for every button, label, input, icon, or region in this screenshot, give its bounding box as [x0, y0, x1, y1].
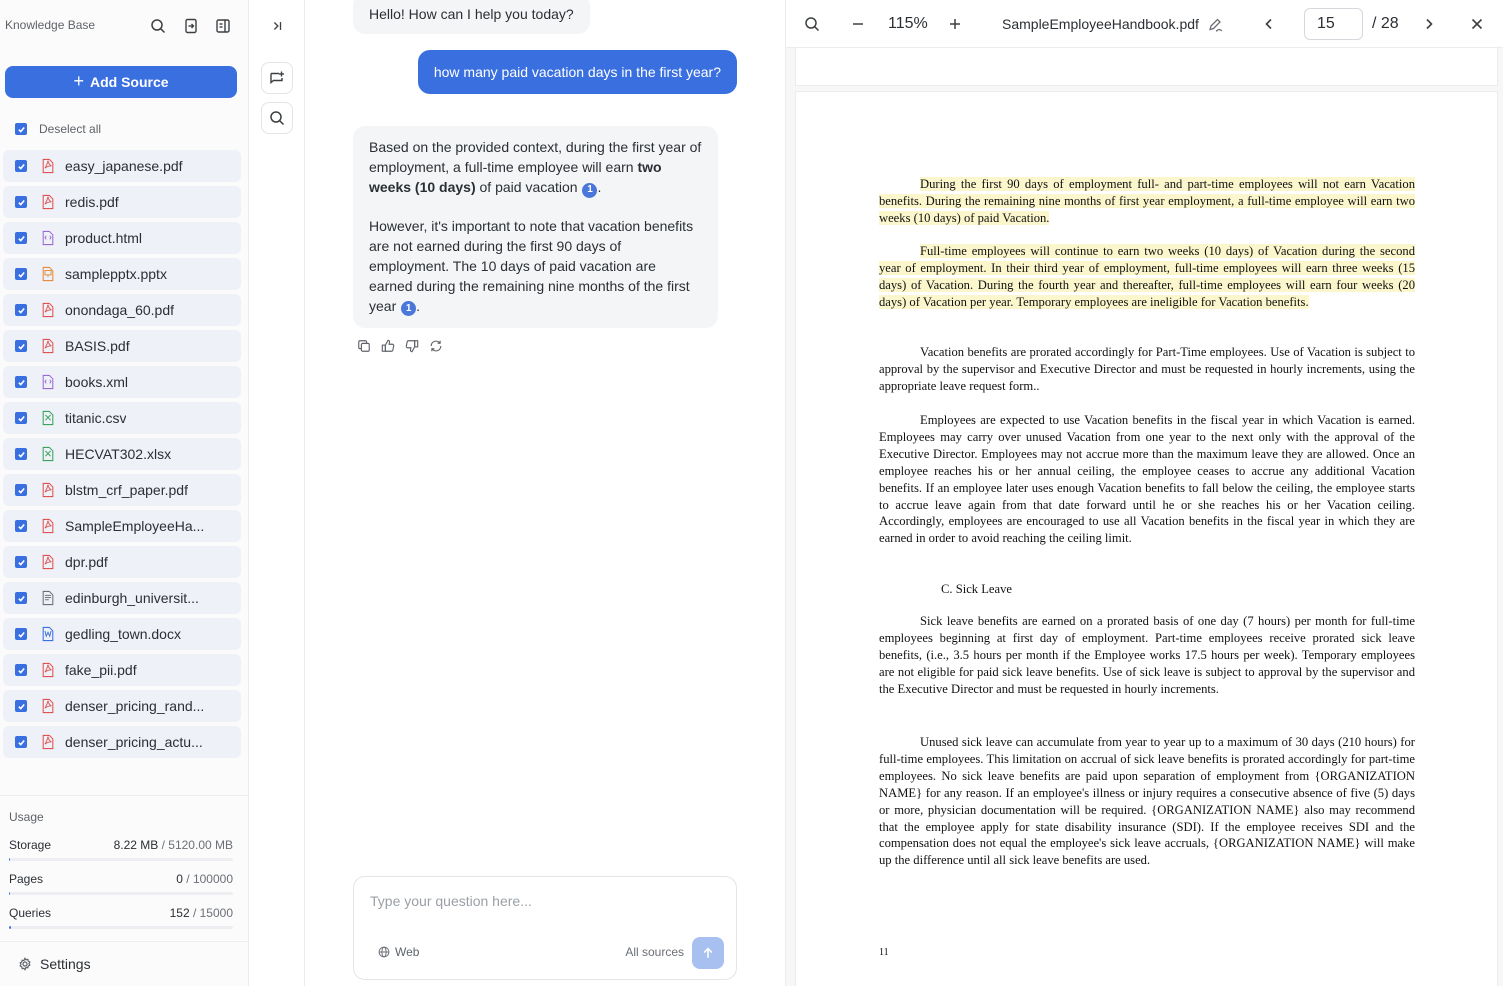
page-text: Full-time employees will continue to earn two weeks (10 days) of Vacation during the second year of employment. In their third year of employment, full-time employees will earn three weeks (15 days) of Vacation. During the fourth year and thereafter, full-time employees will earn four weeks (20 days) of Vacation per year. Temporary employees are ineligible for Vacation benefits. [879, 244, 1415, 309]
question-input[interactable] [370, 893, 720, 909]
search-icon [269, 110, 285, 126]
spreadsheet-file-icon [41, 410, 55, 426]
answer-text: . [416, 297, 421, 314]
answer-paragraph-2 [369, 216, 702, 317]
source-file-item[interactable] [3, 366, 241, 398]
source-file-item[interactable] [3, 654, 241, 686]
checkbox-checked-icon[interactable] [15, 196, 27, 208]
pages-total: / 100000 [182, 872, 233, 886]
source-file-item[interactable] [3, 474, 241, 506]
arrow-up-icon [701, 946, 715, 960]
pdf-file-icon [41, 698, 55, 714]
pdf-file-icon [41, 302, 55, 318]
thumbs-down-icon[interactable] [404, 338, 420, 354]
storage-total: / 5120.00 MB [158, 838, 233, 852]
checkbox-checked-icon[interactable] [15, 520, 27, 532]
user-message [418, 50, 737, 94]
checkbox-checked-icon[interactable] [15, 304, 27, 316]
source-file-name: dpr.pdf [65, 554, 108, 570]
queries-value [170, 906, 233, 920]
zoom-in-icon[interactable] [945, 14, 965, 34]
search-chat-button[interactable] [261, 102, 293, 134]
page-number-footer: 11 [879, 947, 889, 958]
regenerate-icon[interactable] [428, 338, 444, 354]
source-file-item[interactable] [3, 222, 241, 254]
pages-label: Pages [9, 872, 44, 886]
storage-value [114, 838, 233, 852]
source-file-item[interactable] [3, 186, 241, 218]
source-file-name: denser_pricing_rand... [65, 698, 205, 714]
source-file-name: product.html [65, 230, 143, 246]
previous-page-edge [795, 48, 1498, 86]
section-heading: C. Sick Leave [941, 582, 1012, 596]
pdf-toolbar [786, 0, 1503, 48]
slides-file-icon [41, 266, 55, 282]
page-paragraph: Sick leave benefits are earned on a prorated basis of one day (7 hours) per month for full-time employees beginning at first day of employment. Part-time employees receive prorated sick leave benefits, (i.e., 3.5 hours per month if the Employee works 17.5 hours per week). Temporary employees are not eligible for paid sick leave benefits. Use of sick leave is subject to approval by the supervisor and the Executive Director and must be requested in hourly increments. [879, 614, 1415, 696]
settings-label: Settings [40, 956, 91, 972]
page-text: During the first 90 days of employment full- and part-time employees will not earn Vacation benefits. During the remaining nine months of first year employment, a full-time employee will earn two weeks (10 days) of paid Vacation. [879, 177, 1415, 225]
queries-used: 152 [169, 906, 190, 920]
page-paragraph: Unused sick leave can accumulate from year to year up to a maximum of 30 days (210 hours) for full-time employees. This limitation on accrual of sick leave benefits is prorated accordingly for part-time employees. No sick leave benefits are paid upon separation of employment from {ORGANIZATION NAME} for any reason. If an employee's illness or injury requires a consecutive absence of five (5) days or more, physician documentation will be required. {ORGANIZATION NAME} also may recommend that the employee apply for state disability insurance (SDI). If the employee receives SDI and the compensation does not equal the employee's sick leave accruals, {ORGANIZATION NAME} will make up the difference until all sick leave benefits are used. [879, 735, 1415, 868]
deselect-all-toggle[interactable] [15, 122, 101, 136]
source-file-name: denser_pricing_actu... [65, 734, 203, 750]
source-file-name: books.xml [65, 374, 129, 390]
thumbs-up-icon[interactable] [380, 338, 396, 354]
sidebar-title: Knowledge Base [5, 18, 96, 32]
answer-text: . [597, 179, 602, 195]
source-file-item[interactable] [3, 690, 241, 722]
checkbox-checked-icon[interactable] [15, 736, 27, 748]
source-file-name: gedling_town.docx [65, 626, 181, 642]
web-label: Web [395, 945, 420, 959]
chevron-right-icon[interactable] [1419, 14, 1439, 34]
pdf-file-icon [41, 734, 55, 750]
pdf-file-icon [41, 158, 55, 174]
checkbox-checked-icon[interactable] [15, 628, 27, 640]
pdf-file-icon [41, 662, 55, 678]
import-file-icon[interactable] [181, 16, 201, 36]
pdf-file-icon [41, 194, 55, 210]
plus-icon: + [73, 71, 84, 91]
source-file-item[interactable] [3, 546, 241, 578]
answer-paragraph-1 [369, 137, 702, 198]
queries-total: / 15000 [189, 906, 233, 920]
usage-title: Usage [9, 810, 44, 824]
source-file-name: BASIS.pdf [65, 338, 130, 354]
pdf-page [795, 91, 1498, 986]
source-file-item[interactable] [3, 330, 241, 362]
queries-label: Queries [9, 906, 52, 920]
add-source-button[interactable] [5, 66, 237, 98]
user-message-text: how many paid vacation days in the first year? [433, 64, 721, 80]
new-chat-icon [269, 70, 285, 86]
storage-bar-fill [9, 858, 10, 861]
checkbox-checked-icon[interactable] [15, 376, 27, 388]
pdf-viewer [785, 0, 1503, 986]
checkbox-checked-icon[interactable] [15, 700, 27, 712]
pdf-file-icon [41, 338, 55, 354]
pages-bar [9, 892, 233, 895]
settings-button[interactable] [0, 941, 248, 986]
page-total: / 28 [1372, 15, 1399, 32]
source-file-name: onondaga_60.pdf [65, 302, 174, 318]
zoom-out-icon[interactable] [848, 14, 868, 34]
queries-bar [9, 926, 233, 929]
chevron-left-icon[interactable] [1259, 14, 1279, 34]
highlighted-paragraph [879, 243, 1415, 311]
source-file-name: samplepptx.pptx [65, 266, 167, 282]
checkbox-checked-icon[interactable] [15, 160, 27, 172]
pages-used: 0 [176, 872, 183, 886]
checkbox-checked-icon[interactable] [15, 664, 27, 676]
spreadsheet-file-icon [41, 446, 55, 462]
usage-panel [0, 795, 248, 941]
source-file-name: fake_pii.pdf [65, 662, 137, 678]
storage-bar [9, 858, 233, 861]
search-icon[interactable] [148, 16, 168, 36]
source-file-name: SampleEmployeeHa... [65, 518, 205, 534]
source-file-name: HECVAT302.xlsx [65, 446, 172, 462]
source-file-name: blstm_crf_paper.pdf [65, 482, 188, 498]
copy-icon[interactable] [356, 338, 372, 354]
source-file-item[interactable] [3, 510, 241, 542]
zoom-level: 115% [888, 15, 928, 32]
source-file-item[interactable] [3, 438, 241, 470]
sources-selector[interactable]: All sources [625, 945, 684, 959]
page-paragraph: Vacation benefits are prorated accordingly for Part-Time employees. Use of Vacation is subject to approval by the supervisor and Executive Director and must be requested in hourly increments, using the appropriate leave request form.. [879, 345, 1415, 393]
citation-badge[interactable]: 1 [401, 301, 416, 316]
globe-icon [378, 946, 390, 958]
knowledge-base-sidebar [0, 0, 249, 986]
close-icon[interactable] [1467, 14, 1487, 34]
checkbox-checked-icon[interactable] [15, 448, 27, 460]
new-chat-button[interactable] [261, 62, 293, 94]
answer-text: of paid vacation [475, 179, 582, 195]
source-file-item[interactable] [3, 618, 241, 650]
answer-text: However, it's important to note that vacation benefits are not earned during the first 90 days of employment. The 10 days of paid vacation are earned during the remaining nine months of the first year [369, 217, 694, 314]
citation-badge[interactable]: 1 [582, 183, 597, 198]
send-button[interactable] [692, 937, 724, 969]
code-file-icon [41, 230, 55, 246]
word-file-icon [41, 626, 55, 642]
pdf-file-icon [41, 554, 55, 570]
code-file-icon [41, 374, 55, 390]
source-file-name: redis.pdf [65, 194, 119, 210]
source-file-name: titanic.csv [65, 410, 127, 426]
sidebar-header [0, 0, 248, 52]
chat-composer [353, 876, 737, 980]
assistant-greeting [353, 0, 590, 34]
page-number-input[interactable]: 15 [1304, 8, 1363, 40]
web-search-toggle[interactable] [378, 945, 419, 959]
deselect-all-label: Deselect all [39, 122, 102, 136]
document-title: SampleEmployeeHandbook.pdf [1002, 16, 1199, 32]
page-paragraph: Employees are expected to use Vacation benefits in the fiscal year in which Vacation is earned. Employees may carry over unused Vacation from one year to the next only with the approval of the Executive Director. Employees may not accrue more than the maximum leave they are allowed. Once an employee reaches his or her annual ceiling, the employee ceases to accrue any additional Vacation benefits. If an employee later uses enough Vacation benefits to fall below the ceiling, the employee starts to accrue leave again from that date forward until he or she reaches his or her Vacation ceiling. Accordingly, employees are encouraged to use all Vacation benefits in the fiscal year in which they are earned in order to avoid reaching the ceiling limit. [879, 413, 1415, 546]
expand-panel-icon[interactable] [267, 16, 287, 36]
pages-value [176, 872, 233, 886]
greeting-text: Hello! How can I help you today? [369, 6, 574, 22]
highlighted-paragraph [879, 176, 1415, 227]
source-file-name: edinburgh_universit... [65, 590, 199, 606]
pages-bar-fill [9, 892, 10, 895]
search-icon[interactable] [802, 14, 822, 34]
chat-panel [305, 0, 785, 986]
checkbox-checked-icon[interactable] [15, 123, 27, 135]
checkbox-checked-icon[interactable] [15, 556, 27, 568]
checkbox-checked-icon[interactable] [15, 232, 27, 244]
pdf-file-icon [41, 518, 55, 534]
checkbox-checked-icon[interactable] [15, 268, 27, 280]
text-file-icon [41, 590, 55, 606]
source-file-item[interactable] [3, 402, 241, 434]
queries-bar-fill [9, 926, 11, 929]
panel-layout-icon[interactable] [213, 16, 233, 36]
source-file-item[interactable] [3, 582, 241, 614]
checkbox-checked-icon[interactable] [15, 592, 27, 604]
source-file-item[interactable] [3, 294, 241, 326]
storage-used: 8.22 MB [113, 838, 159, 852]
answer-text: Based on the provided context, during the first year of employment, a full-time employee will earn [369, 139, 702, 175]
message-actions [356, 338, 444, 354]
pdf-file-icon [41, 482, 55, 498]
add-source-label: Add Source [89, 74, 169, 90]
source-file-list [3, 150, 241, 762]
gear-icon [18, 957, 32, 971]
answer-bold-text: two weeks (10 days) [369, 159, 662, 195]
edit-sign-icon[interactable] [1205, 15, 1225, 35]
source-file-item[interactable] [3, 258, 241, 290]
storage-label: Storage [9, 838, 52, 852]
tool-rail [249, 0, 305, 986]
assistant-answer [353, 126, 718, 328]
source-file-name: easy_japanese.pdf [65, 158, 183, 174]
source-file-item[interactable] [3, 150, 241, 182]
source-file-item[interactable] [3, 726, 241, 758]
checkbox-checked-icon[interactable] [15, 340, 27, 352]
checkbox-checked-icon[interactable] [15, 412, 27, 424]
checkbox-checked-icon[interactable] [15, 484, 27, 496]
